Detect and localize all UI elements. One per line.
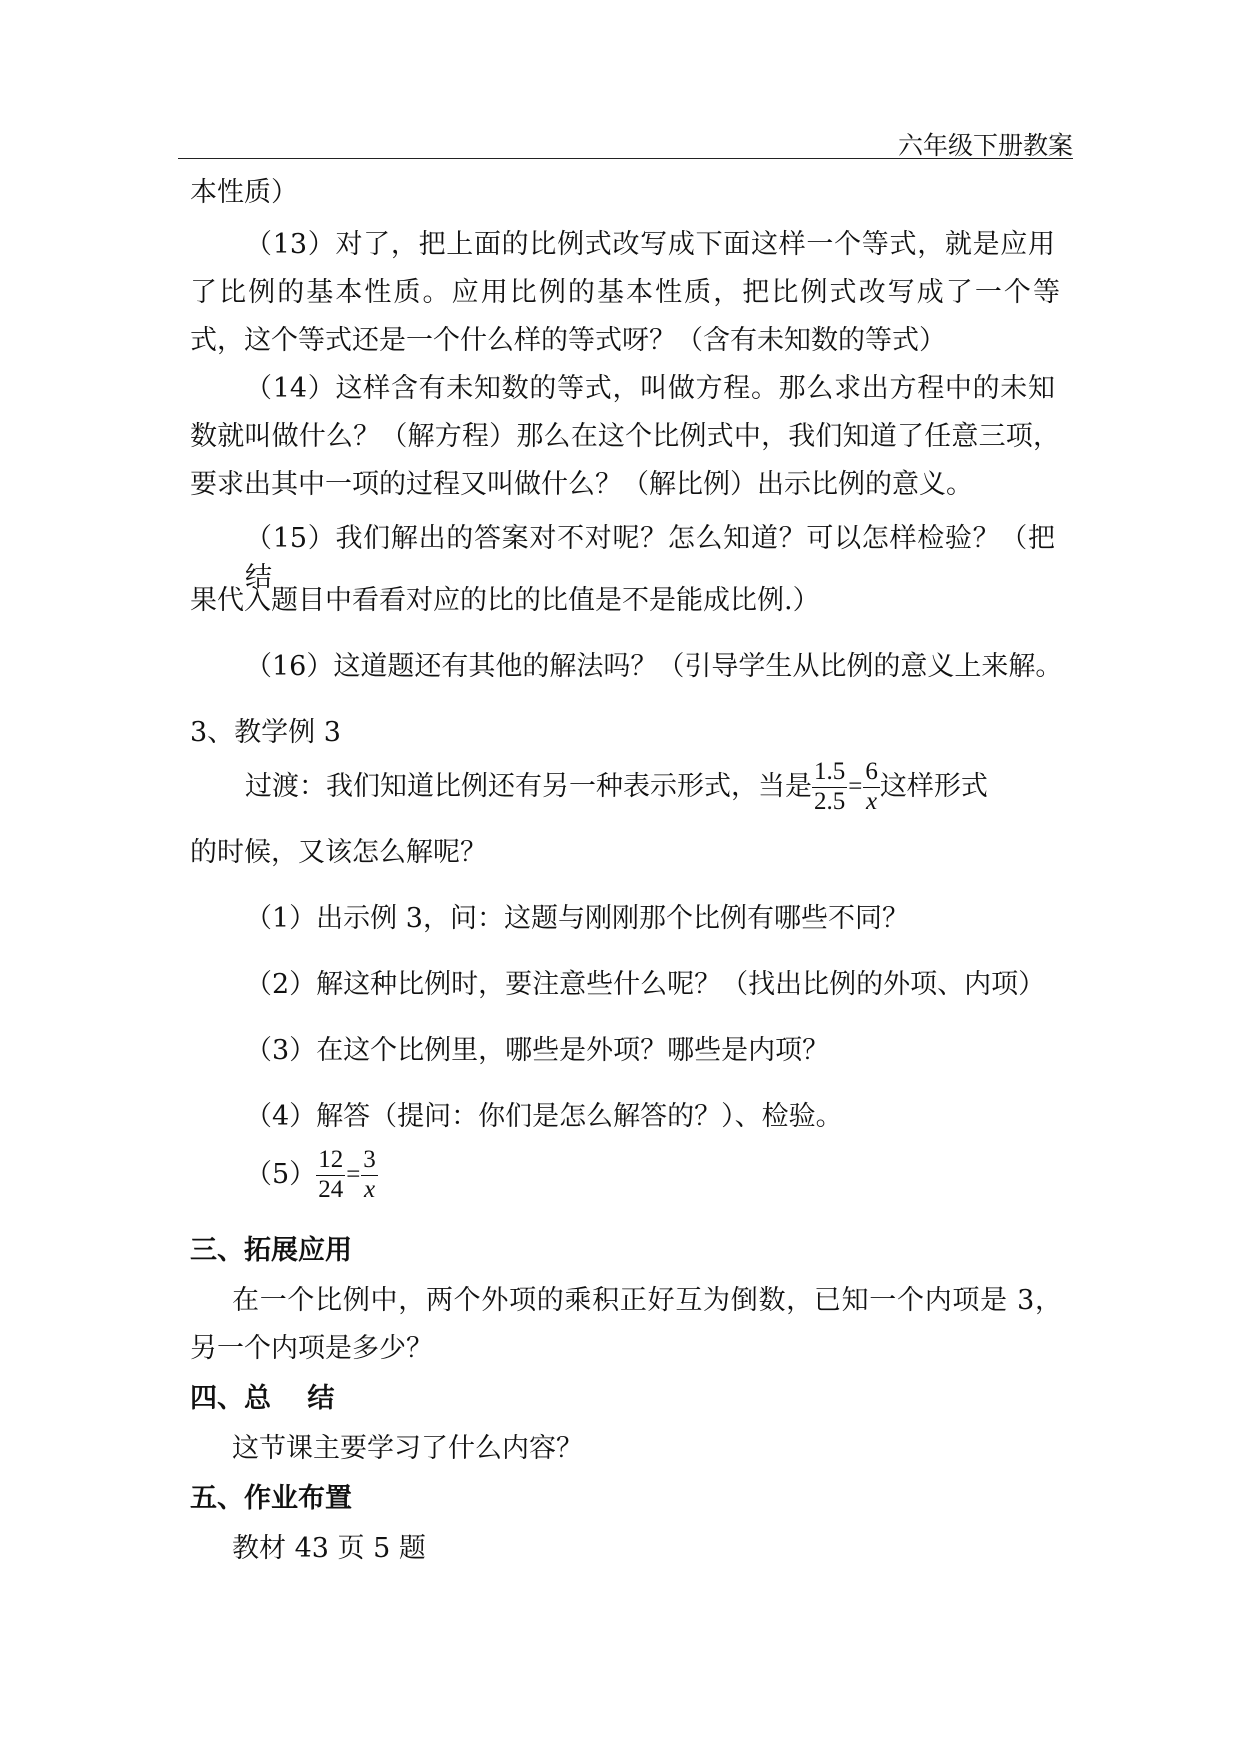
section-heading: 三、拓展应用	[190, 1235, 352, 1266]
text-line: 3、教学例 3	[190, 717, 341, 748]
text-line-with-fraction	[245, 758, 988, 817]
text-line: （13）对了，把上面的比例式改写成下面这样一个等式，就是应用	[245, 229, 1055, 260]
text-line: （4）解答（提问：你们是怎么解答的？）、检验。	[245, 1101, 843, 1132]
fraction	[316, 1146, 345, 1205]
text-line: 本性质）	[190, 177, 298, 208]
text-segment: （5）	[245, 1158, 317, 1190]
fraction-denominator: x	[363, 1175, 376, 1203]
text-line: （2）解这种比例时，要注意些什么呢？（找出比例的外项、内项）	[245, 969, 1046, 1000]
header-rule	[178, 158, 1073, 159]
text-line: 果代入题目中看看对应的比的比值是不是能成比例.）	[190, 585, 820, 616]
fraction-numerator: 6	[863, 758, 880, 788]
text-line: 教材 43 页 5 题	[232, 1533, 426, 1564]
text-line: （16）这道题还有其他的解法吗？（引导学生从比例的意义上来解。	[245, 651, 1063, 682]
fraction-denominator: 2.5	[814, 787, 846, 815]
text-line: 的时候，又该怎么解呢？	[190, 837, 487, 868]
fraction	[863, 758, 880, 817]
equals-sign: =	[848, 773, 863, 801]
text-line: 在一个比例中，两个外项的乘积正好互为倒数，已知一个内项是 3，	[232, 1285, 1062, 1316]
text-line: 要求出其中一项的过程又叫做什么？（解比例）出示比例的意义。	[190, 469, 973, 500]
text-segment: 这样形式	[879, 770, 988, 802]
section-heading: 四、总 结	[190, 1383, 335, 1414]
text-line: （1）出示例 3，问：这题与刚刚那个比例有哪些不同？	[245, 903, 909, 934]
page-header-title: 六年级下册教案	[897, 131, 1073, 160]
section-heading: 五、作业布置	[190, 1483, 352, 1514]
fraction-denominator: x	[866, 787, 878, 815]
fraction	[812, 758, 847, 817]
text-line-with-fraction	[245, 1146, 378, 1205]
text-line: （14）这样含有未知数的等式，叫做方程。那么求出方程中的未知	[245, 373, 1055, 404]
text-line: 了比例的基本性质。应用比例的基本性质，把比例式改写成了一个等	[190, 277, 1060, 308]
text-line: 数就叫做什么？（解方程）那么在这个比例式中，我们知道了任意三项，	[190, 421, 1060, 452]
fraction-numerator: 3	[361, 1146, 378, 1176]
text-line: 这节课主要学习了什么内容？	[232, 1433, 583, 1464]
fraction-numerator: 12	[316, 1146, 345, 1176]
fraction-numerator: 1.5	[812, 758, 847, 788]
text-line: （15）我们解出的答案对不对呢？怎么知道？可以怎样检验？（把结	[245, 523, 1055, 593]
text-line: 另一个内项是多少？	[190, 1333, 433, 1364]
text-segment: 过渡：我们知道比例还有另一种表示形式，当是	[245, 770, 812, 802]
fraction	[361, 1146, 378, 1205]
fraction-denominator: 24	[318, 1175, 344, 1203]
equals-sign: =	[346, 1161, 361, 1189]
text-line: 式，这个等式还是一个什么样的等式呀？（含有未知数的等式）	[190, 325, 946, 356]
text-line: （3）在这个比例里，哪些是外项？哪些是内项？	[245, 1035, 830, 1066]
